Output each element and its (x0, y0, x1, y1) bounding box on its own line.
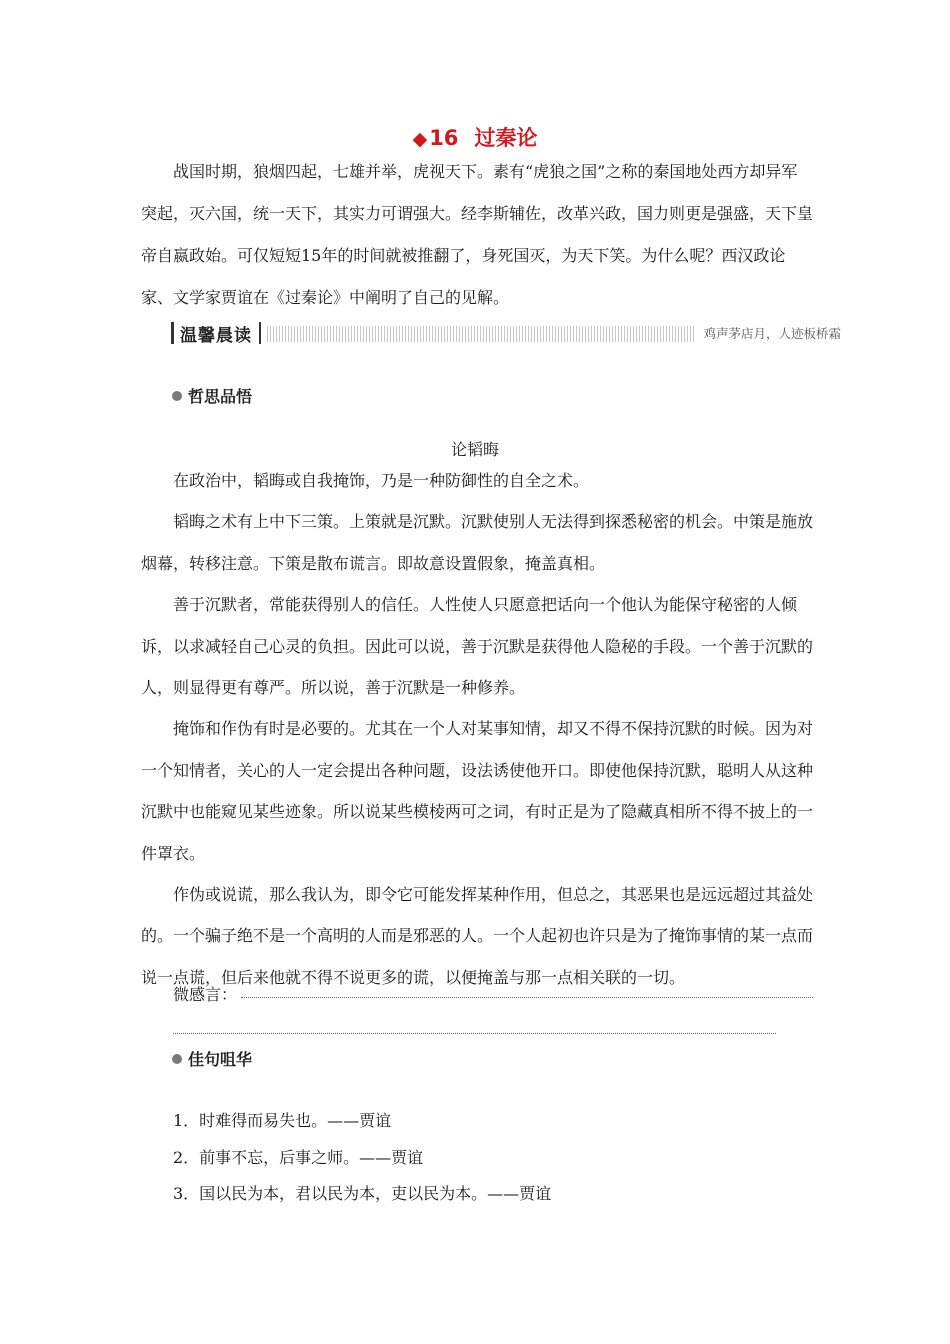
section-heading-text: 哲思品悟 (188, 387, 253, 406)
quote-item: 1．时难得而易失也。——贾谊 (173, 1111, 392, 1130)
banner-divider (259, 322, 261, 344)
reflection-answer-line[interactable] (173, 1033, 776, 1034)
banner-label: 温馨晨读 (180, 326, 252, 346)
bullet-dot-icon (172, 1054, 182, 1064)
essay-paragraph: 掩饰和作伪有时是必要的。尤其在一个人对某事知情，却又不得不保持沉默的时候。因为对一个知情者，关心的人一定会提出各种问题，设法诱使他开口。即使他保持沉默，聪明人从这种沉默中也能窥见某些迹象。所以说某些模棱两可之词，有时正是为了隐藏真相所不得不披上的一件罩衣。 (141, 719, 814, 863)
essay-paragraph: 善于沉默者，常能获得别人的信任。人性使人只愿意把话向一个他认为能保守秘密的人倾诉，以求减轻自己心灵的负担。因此可以说，善于沉默是获得他人隐秘的手段。一个善于沉默的人，则显得更有尊严。所以说，善于沉默是一种修养。 (141, 595, 814, 698)
intro-paragraph: 战国时期，狼烟四起，七雄并举，虎视天下。素有“虎狼之国”之称的秦国地处西方却异军突起，灭六国，统一天下，其实力可谓强大。经李斯辅佐，改革兴政，国力则更是强盛，天下皇帝自嬴政始。可仅短短15年的时间就被推翻了，身死国灭，为天下笑。为什么呢？西汉政论家、文学家贾谊在《过秦论》中阐明了自己的见解。 (141, 162, 814, 307)
lesson-number: 16 (429, 126, 459, 150)
essay-paragraph: 在政治中，韬晦或自我掩饰，乃是一种防御性的自全之术。 (173, 471, 590, 490)
section-heading-quotes (172, 1047, 252, 1070)
banner-divider (171, 322, 174, 344)
bullet-dot-icon (172, 391, 182, 401)
lesson-title-text: 过秦论 (474, 126, 538, 150)
essay-body (141, 460, 813, 998)
quote-item: 3．国以民为本，君以民为本，吏以民为本。——贾谊 (173, 1184, 552, 1203)
section-heading-text: 佳句咀华 (188, 1050, 253, 1069)
reflection-answer-line[interactable] (241, 997, 813, 998)
reflection-label: 微感言： (173, 985, 238, 1004)
diamond-icon: ◆ (412, 128, 428, 150)
quote-item: 2．前事不忘，后事之师。——贾谊 (173, 1148, 424, 1167)
essay-paragraph: 作伪或说谎，那么我认为，即令它可能发挥某种作用，但总之，其恶果也是远远超过其益处的。一个骗子绝不是一个高明的人而是邪恶的人。一个人起初也许只是为了掩饰事情的某一点而说一点谎，但后来他就不得不说更多的谎，以便掩盖与那一点相关联的一切。 (141, 885, 814, 987)
section-heading-philosophy (172, 384, 252, 407)
reflection-field[interactable] (173, 982, 813, 1006)
lesson-title (0, 122, 950, 152)
essay-title: 论韬晦 (450, 440, 499, 459)
banner-motto: 鸡声茅店月，人迹板桥霜 (695, 325, 843, 342)
section-banner (171, 321, 843, 345)
essay-paragraph: 韬晦之术有上中下三策。上策就是沉默。沉默使别人无法得到探悉秘密的机会。中策是施放烟幕，转移注意。下策是散布谎言。即故意设置假象，掩盖真相。 (141, 512, 814, 573)
